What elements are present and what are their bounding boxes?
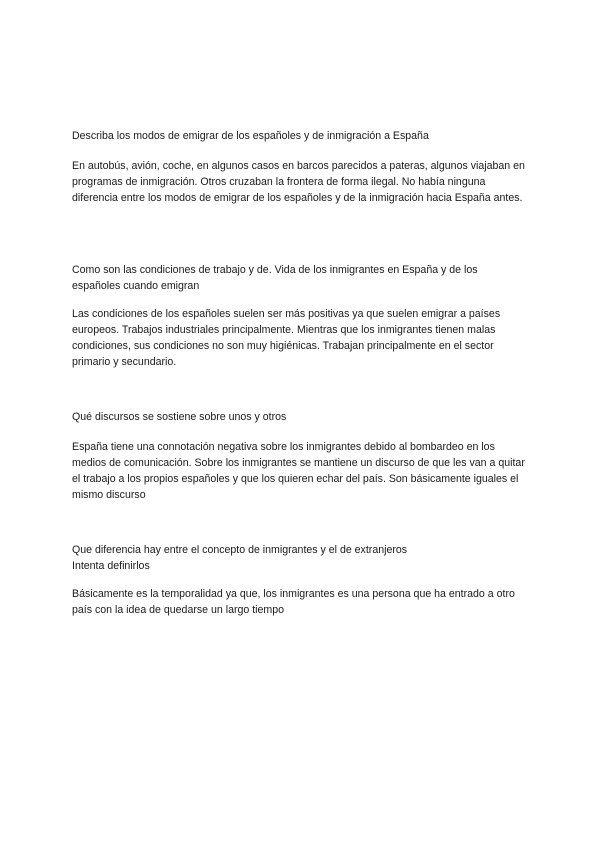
answer-1: En autobús, avión, coche, en algunos casos en barcos parecidos a pateras, algunos viajaban en programas de inmigración. Otros cruzaban la frontera de forma ilegal. No había ninguna diferencia entre los modos de emigrar de los españoles y de la inmigración hacia España antes. [72,160,525,204]
question-3: Qué discursos se sostiene sobre unos y otros [72,411,287,423]
answer-2: Las condiciones de los españoles suelen ser más positivas ya que suelen emigrar a países europeos. Trabajos industriales principalmente. Mientras que los inmigrantes tienen malas condiciones, sus condiciones no son muy higiénicas. Trabajan principalmente en el sector primario y secundario. [72,308,501,368]
answer-3: España tiene una connotación negativa sobre los inmigrantes debido al bombardeo en los medios de comunicación. Sobre los inmigrantes se mantiene un discurso de que les van a quitar el trabajo a los propios españoles y que los quieren echar del país. Son básicamente iguales el mismo discurso [72,441,525,501]
answer-4: Básicamente es la temporalidad ya que, los inmigrantes es una persona que ha entrado a otro país con la idea de quedarse un largo tiempo [72,588,515,616]
question-1: Describa los modos de emigrar de los españoles y de inmigración a España [72,130,429,142]
question-2: Como son las condiciones de trabajo y de. Vida de los inmigrantes en España y de los españoles cuando emigran [72,264,478,292]
question-4-subline: Intenta definirlos [72,560,150,572]
question-4: Que diferencia hay entre el concepto de inmigrantes y el de extranjeros [72,544,408,556]
